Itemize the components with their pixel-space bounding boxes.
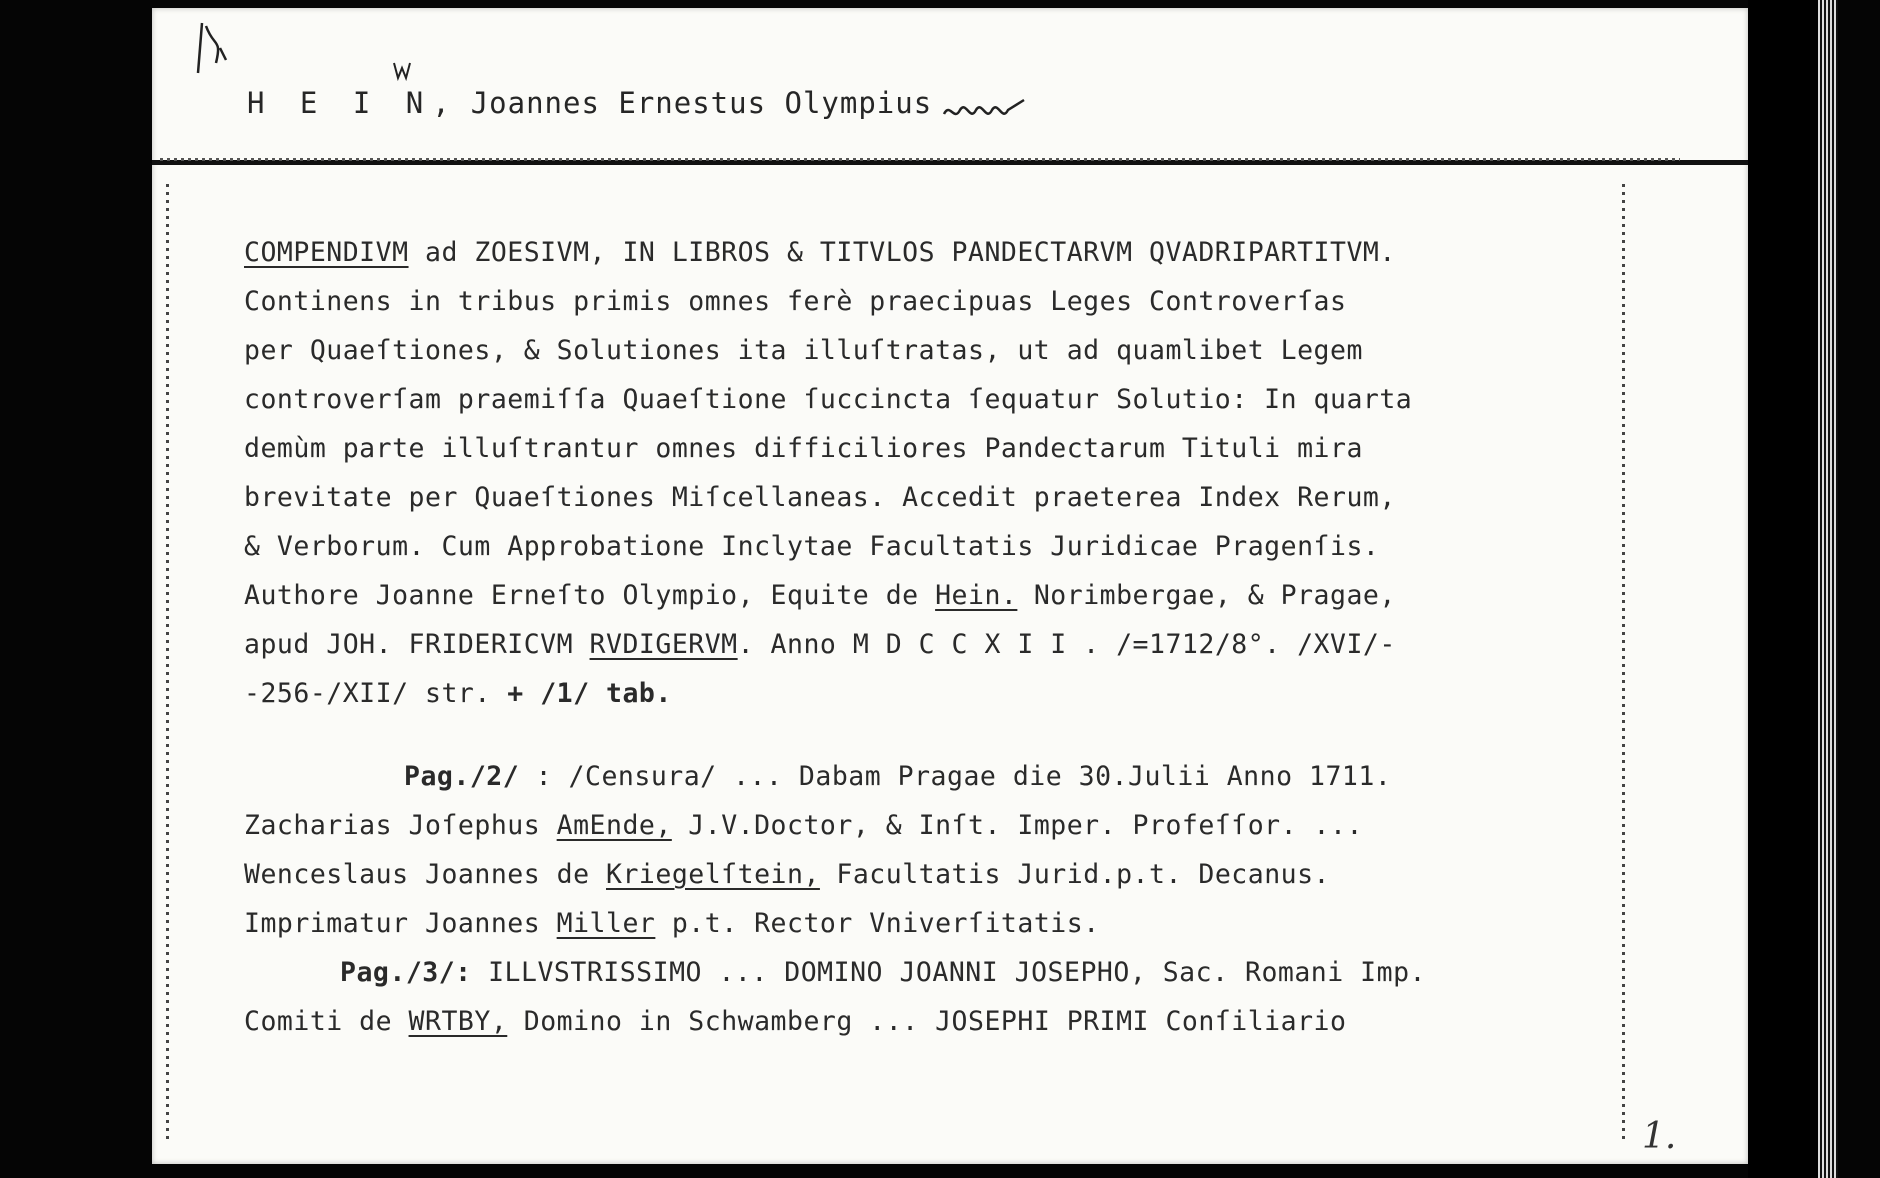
text-segment: ad ZOESIVM, IN LIBROS & TITVLOS PANDECTARVM QVADRIPARTITVM. [408,237,1396,268]
text-segment: Facultatis Jurid.p.t. Decanus. [819,859,1331,890]
text-line [244,473,1614,522]
text-line [244,669,1614,718]
text-line [244,997,1614,1046]
text-segment: brevitate per Quaeſtiones Miſcellaneas. Accedit praeterea Index Rerum, [244,482,1396,513]
card-header [152,8,1748,165]
title-surname: H E I N, [247,86,459,120]
page-number: 1. [1642,1116,1677,1157]
underlined-text: AmEnde, [556,810,672,841]
text-segment: . Anno M D C C X I I . /=1712/8°. /XVI/- [737,629,1396,660]
underlined-text: RVDIGERVM [589,629,738,660]
text-segment: Zacharias Joſephus [244,810,557,841]
text-line [244,801,1614,850]
bibliographic-description [244,228,1614,1046]
text-line [244,424,1614,473]
text-segment: & Verborum. Cum Approbatione Inclytae Facultatis Juridicae Pragenſis. [244,531,1380,562]
text-line [244,899,1614,948]
title-given-names: Joannes Ernestus Olympius [470,86,933,120]
text-segment: Domino in Schwamberg ... JOSEPHI PRIMI Conſiliario [507,1006,1347,1037]
paragraph-gap [244,718,1614,752]
text-line [244,850,1614,899]
text-line [244,752,1614,801]
text-segment: Imprimatur Joannes [244,908,557,939]
text-line [244,948,1614,997]
text-line [244,375,1614,424]
text-segment: Continens in tribus primis omnes ferè praecipuas Leges Controverſas [244,286,1347,317]
scan-edge-strip [1818,0,1838,1178]
underlined-text: Hein. [935,580,1018,611]
text-line [244,326,1614,375]
text-segment: controverſam praemiſſa Quaeſtione ſuccincta ſequatur Solutio: In quarta [244,384,1413,415]
underlined-text: COMPENDIVM [244,237,409,268]
text-segment: apud JOH. FRIDERICVM [244,629,590,660]
text-segment: per Quaeſtiones, & Solutiones ita illuſtratas, ut ad quamlibet Legem [244,335,1363,366]
handwritten-corner-mark [192,18,232,78]
text-line [244,277,1614,326]
scan-border-right [1748,0,1818,1178]
card-title [247,86,932,120]
underlined-text: Miller [556,908,656,939]
text-segment: : /Censura/ ... Dabam Pragae die 30.Julii Anno 1711. [519,761,1392,792]
handwritten-correction-mark [392,60,412,82]
text-segment: -256-/XII/ str. [244,678,508,709]
underlined-text: WRTBY, [408,1006,508,1037]
text-segment: p.t. Rector Vniverſitatis. [655,908,1100,939]
left-dotted-rule [166,184,169,1144]
text-segment: demùm parte illuſtrantur omnes difficiliores Pandectarum Tituli mira [244,433,1363,464]
text-line [244,522,1614,571]
text-line [244,620,1614,669]
text-segment: ILLVSTRISSIMO ... DOMINO JOANNI JOSEPHO, Sac. Romani Imp. [471,957,1426,988]
right-dotted-rule [1622,184,1625,1144]
text-segment: Norimbergae, & Pragae, [1017,580,1396,611]
text-line [244,228,1614,277]
bold-text: + /1/ tab. [507,678,672,709]
bold-text: Pag./2/ [404,761,520,792]
handwritten-annotation-mark [942,96,1027,126]
text-segment: Authore Joanne Erneſto Olympio, Equite de [244,580,936,611]
text-segment: Comiti de [244,1006,409,1037]
underlined-text: Kriegelſtein, [606,859,820,890]
text-segment: J.V.Doctor, & Inſt. Imper. Profeſſor. ... [671,810,1363,841]
header-dotted-rule [160,158,1680,161]
catalog-card [152,8,1748,1164]
text-segment: Wenceslaus Joannes de [244,859,606,890]
bold-text: Pag./3/: [340,957,472,988]
text-line [244,571,1614,620]
